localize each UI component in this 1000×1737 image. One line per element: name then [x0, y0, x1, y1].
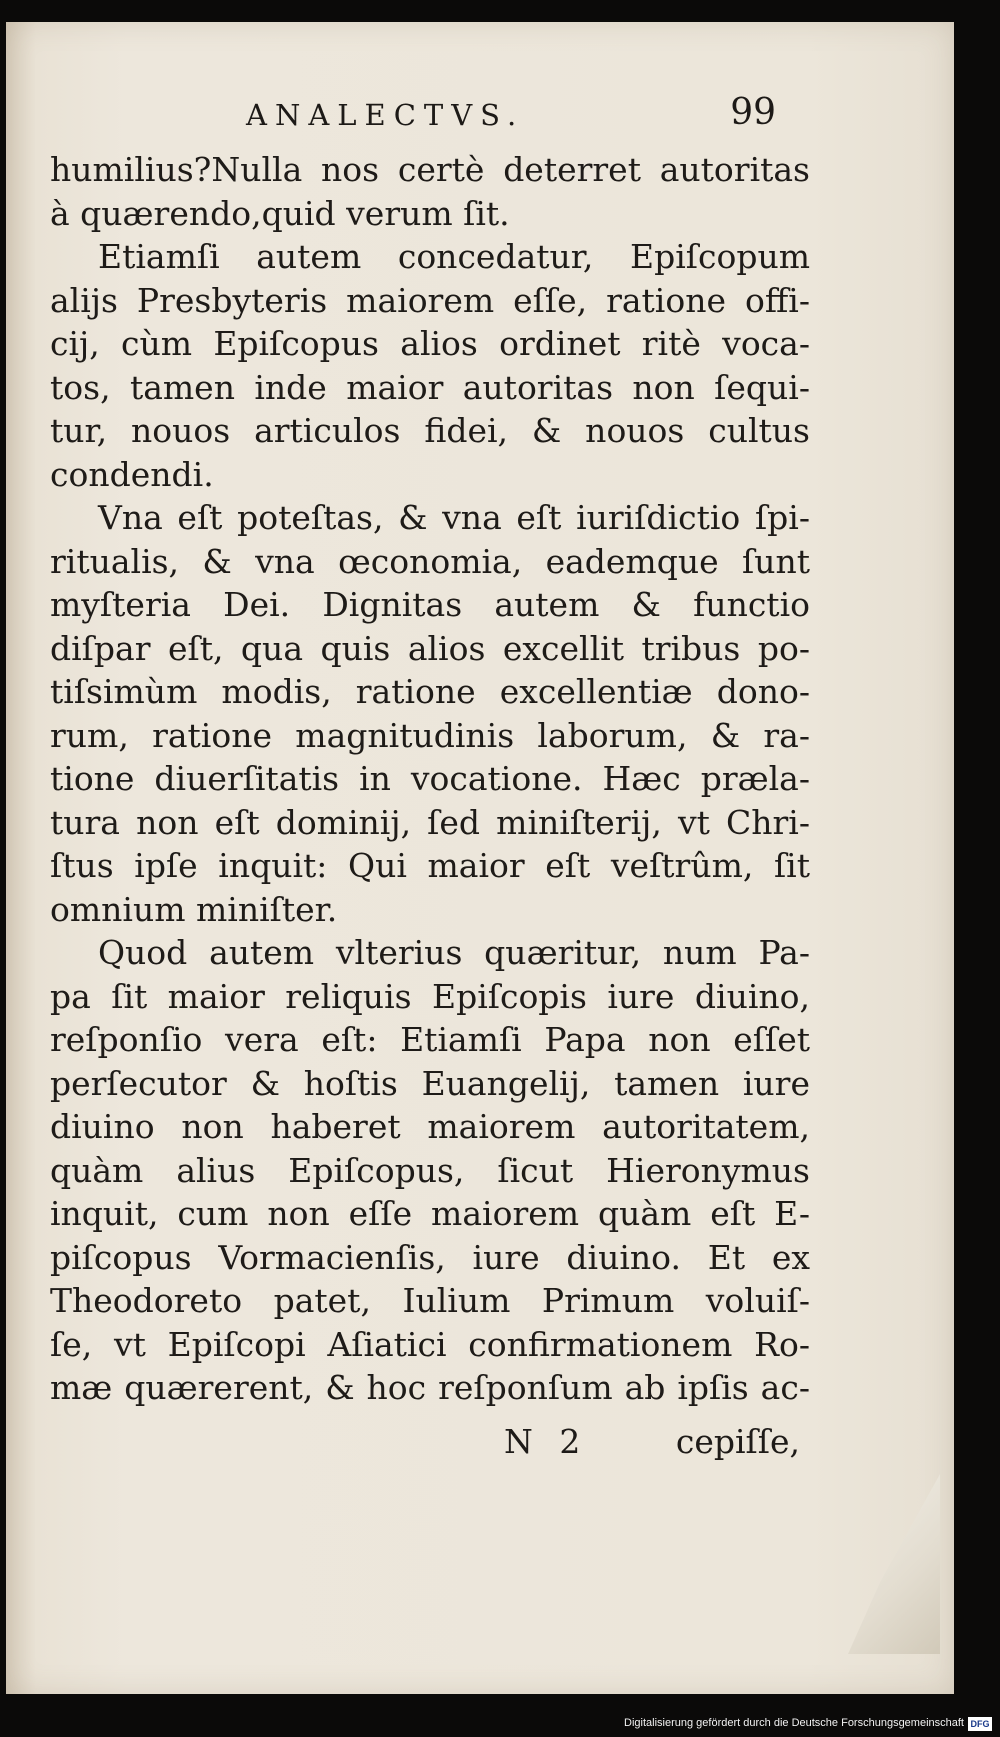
text-line: tos, tamen inde maior autoritas non ſequi-: [50, 367, 810, 407]
running-title: ANALECTVS.: [246, 98, 525, 132]
text-line: myſteria Dei. Dignitas autem & functio: [50, 585, 810, 624]
text-line: ſtus ipſe inquit: Qui maior eſt veſtrûm, ſit: [50, 846, 810, 885]
text-line: Etiamſi autem concedatur, Epiſcopum: [98, 237, 810, 276]
text-line: diſpar eſt, qua quis alios excellit tribus po-: [50, 628, 810, 668]
signature-mark: N 2: [504, 1422, 589, 1461]
text-line: Quod autem vlterius quæritur, num Pa-: [98, 933, 810, 972]
text-line: reſponſio vera eſt: Etiamſi Papa non eſſet: [50, 1020, 810, 1059]
text-line: omnium miniſter.: [50, 889, 338, 929]
text-line: rum, ratione magnitudinis laborum, & ra-: [50, 715, 810, 755]
text-line: tione diuerſitatis in vocatione. Hæc præla-: [50, 759, 810, 798]
text-line: humilius?Nulla nos certè deterret autoritas: [50, 150, 810, 189]
credit-text: Digitalisierung gefördert durch die Deutsche Forschungsgemeinschaft: [624, 1717, 964, 1729]
text-line: quàm alius Epiſcopus, ſicut Hieronymus: [50, 1150, 810, 1190]
text-line: Vna eſt poteſtas, & vna eſt iuriſdictio ſpi-: [98, 498, 810, 537]
text-line: perſecutor & hoſtis Euangelij, tamen iure: [50, 1063, 810, 1103]
text-line: ſe, vt Epiſcopi Aſiatici confirmationem Ro-: [50, 1324, 810, 1364]
text-line: diuino non haberet maiorem autoritatem,: [50, 1107, 810, 1146]
text-line: tiſsimùm modis, ratione excellentiæ dono-: [50, 672, 810, 711]
page-number: 99: [730, 92, 776, 133]
text-line: Theodoreto patet, Iulium Primum voluiſ-: [50, 1281, 810, 1320]
page-footer: [500, 1422, 800, 1466]
body-text: [50, 148, 810, 1410]
text-line: piſcopus Vormacienſis, iure diuino. Et ex: [50, 1237, 810, 1277]
dfg-logo: DFG: [968, 1717, 992, 1731]
credit-bar: [0, 1712, 1000, 1737]
catchword: cepiſſe,: [675, 1422, 800, 1461]
text-line: condendi.: [50, 454, 214, 494]
text-line: ritualis, & vna œconomia, eademque ſunt: [50, 541, 810, 581]
text-line: pa ſit maior reliquis Epiſcopis iure diuino,: [50, 976, 810, 1016]
page-curl: [848, 1474, 940, 1654]
running-head: [246, 94, 776, 138]
text-line: à quærendo,quid verum ſit.: [50, 193, 510, 233]
text-line: tura non eſt dominij, ſed miniſterij, vt Chri-: [50, 802, 810, 842]
text-line: tur, nouos articulos fidei, & nouos cultus: [50, 411, 810, 450]
text-line: inquit, cum non eſſe maiorem quàm eſt E-: [50, 1194, 810, 1233]
text-line: cij, cùm Epiſcopus alios ordinet ritè voca-: [50, 324, 810, 363]
text-line: mæ quærerent, & hoc reſponſum ab ipſis ac-: [50, 1368, 810, 1407]
text-line: alijs Presbyteris maiorem eſſe, ratione offi-: [50, 280, 810, 320]
